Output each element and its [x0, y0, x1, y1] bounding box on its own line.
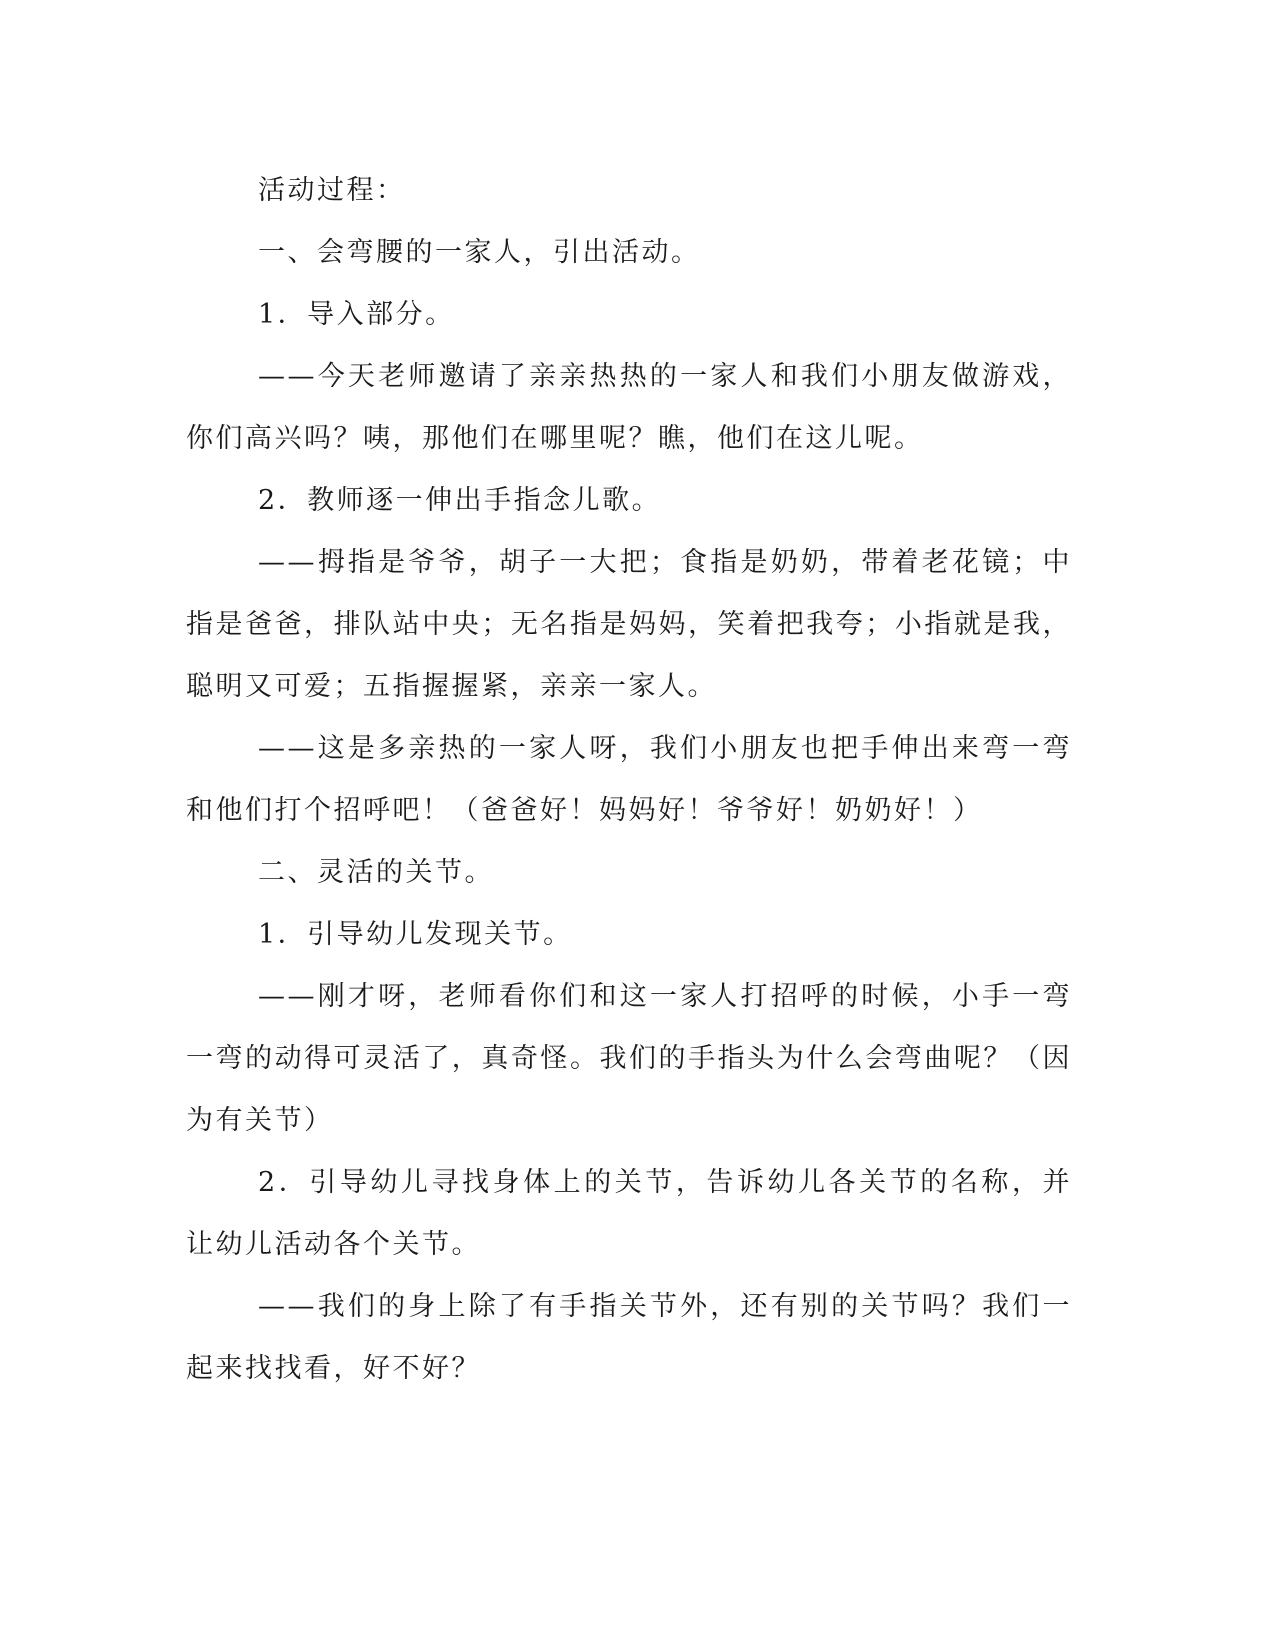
paragraph-activity-process: 活动过程： [258, 175, 406, 206]
paragraph-step-2-rhyme: 2．教师逐一伸出手指念儿歌。 [258, 485, 662, 516]
paragraph-section-one-heading: 一、会弯腰的一家人，引出活动。 [258, 237, 701, 268]
paragraph-other-joints: ——我们的身上除了有手指关节外，还有别的关节吗？我们一起来找找看，好不好？ [186, 1291, 1072, 1384]
paragraph-section-two-heading: 二、灵活的关节。 [258, 857, 494, 888]
paragraph-greeting: ——这是多亲热的一家人呀，我们小朋友也把手伸出来弯一弯和他们打个招呼吧！（爸爸好！妈妈好！爷爷好！奶奶好！） [186, 733, 1072, 826]
paragraph-step-1-joints: 1．引导幼儿发现关节。 [258, 919, 573, 950]
paragraph-step-1-intro: 1．导入部分。 [258, 299, 455, 330]
paragraph-fingers-bend: ——刚才呀，老师看你们和这一家人打招呼的时候，小手一弯一弯的动得可灵活了，真奇怪。我们的手指头为什么会弯曲呢？（因为有关节） [186, 981, 1072, 1136]
paragraph-teacher-invitation: ——今天老师邀请了亲亲热热的一家人和我们小朋友做游戏，你们高兴吗？咦，那他们在哪里呢？瞧，他们在这儿呢。 [186, 361, 1072, 454]
document-body [186, 160, 1072, 1400]
paragraph-finger-rhyme: ——拇指是爷爷，胡子一大把；食指是奶奶，带着老花镜；中指是爸爸，排队站中央；无名指是妈妈，笑着把我夸；小指就是我，聪明又可爱；五指握握紧，亲亲一家人。 [186, 547, 1072, 702]
paragraph-step-2-find-joints: 2．引导幼儿寻找身体上的关节，告诉幼儿各关节的名称，并让幼儿活动各个关节。 [186, 1167, 1072, 1260]
